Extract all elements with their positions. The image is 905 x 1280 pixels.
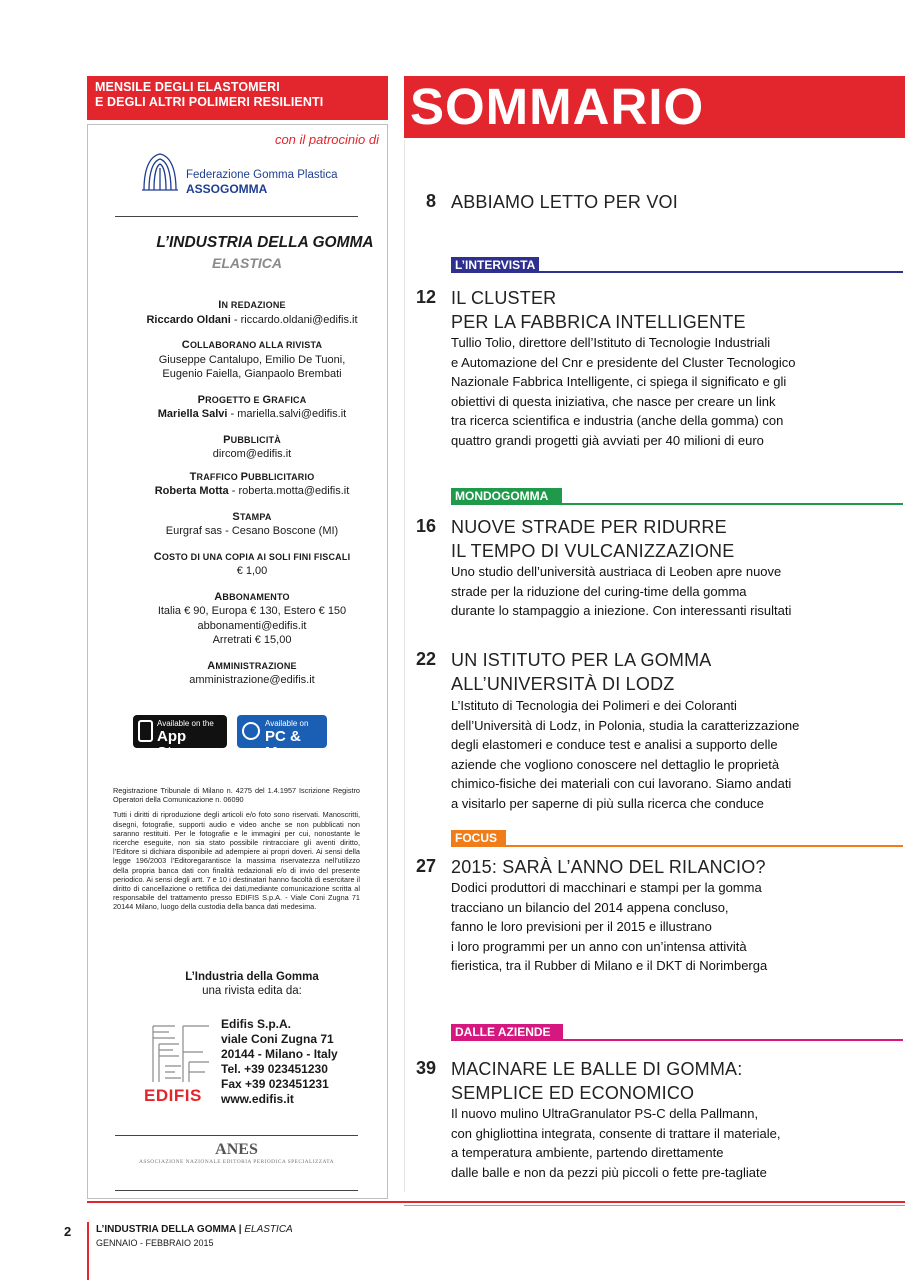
credit-pubblicita: PUBBLICITÀ dircom@edifis.it xyxy=(212,433,292,460)
divider xyxy=(115,1190,358,1191)
section-label-focus: FOCUS xyxy=(451,830,506,846)
article-title-line-2[interactable]: PER LA FABBRICA INTELLIGENTE xyxy=(451,312,746,332)
credit-amministrazione: AMMINISTRAZIONE amministrazione@edifis.it xyxy=(189,659,315,686)
credits xyxy=(87,298,417,699)
article-summary: Tullio Tolio, direttore dell’Istituto di Tecnologie Industriali e Automazione del Cnr e presidente del Cluster Tecnologico Nazionale Fabbrica Intelligente, ci spiega il significato e gli obiettivi di questa iniziativa, che nasce per creare un link tra ricerca scientifica e industria (anche della gomma) con quattro grandi progetti già avviati per 40 milioni di euro xyxy=(451,335,796,448)
article-title-line-2[interactable]: IL TEMPO DI VULCANIZZAZIONE xyxy=(451,541,735,561)
assogomma-logo-icon xyxy=(140,150,180,192)
credit-costo: COSTO DI UNA COPIA AI SOLI FINI FISCALI € 1,00 xyxy=(153,550,351,577)
footer-issue: GENNAIO - FEBBRAIO 2015 xyxy=(96,1238,214,1248)
article-summary: Dodici produttori di macchinari e stampi per la gomma tracciano un bilancio del 2014 appena concluso, fanno le loro previsioni per il 2015 e illustrano i loro programmi per un anno con un’intensa attività fieristica, tra il Rubber di Milano e il DKT di Norimberga xyxy=(451,880,768,974)
section-label-aziende: DALLE AZIENDE xyxy=(451,1024,563,1040)
footer-rule xyxy=(87,1201,905,1203)
footer-rule-secondary xyxy=(404,1205,905,1206)
article-page-number: 12 xyxy=(415,287,436,307)
article-summary: L’Istituto di Tecnologia dei Polimeri e dei Coloranti dell’Università di Lodz, in Polonia, studia la caratterizzazione degli elastomeri e conduce test e analisi a supporto delle aziende che vogliono conoscere nel dettaglio le proprietà chimico-fisiche dei materiali con cui lavorano. Siamo andati a visitarlo per saperne di più sulla ricerca che conduce xyxy=(451,698,800,811)
phone-icon xyxy=(138,720,153,742)
credit-collaboratori: COLLABORANO ALLA RIVISTA Giuseppe Cantalupo, Emilio De Tuoni, Eugenio Faiella, Gianpaolo Brembati xyxy=(158,339,346,380)
patronage-label: con il patrocinio di xyxy=(274,132,379,147)
page-number: 2 xyxy=(64,1224,72,1239)
article-page-number: 8 xyxy=(425,191,436,211)
masthead-line-1: MENSILE DEGLI ELASTOMERI xyxy=(95,80,280,94)
article-title[interactable]: UN ISTITUTO PER LA GOMMA xyxy=(451,650,712,670)
credit-abbonamento: ABBONAMENTO Italia € 90, Europa € 130, Estero € 150 abbonamenti@edifis.it Arretrati € 15,00 xyxy=(157,590,347,646)
monitor-icon xyxy=(242,722,260,740)
magazine-subtitle: ELASTICA xyxy=(212,255,282,271)
footer-magazine: L’INDUSTRIA DELLA GOMMA | ELASTICA xyxy=(96,1224,293,1235)
divider xyxy=(115,216,358,217)
section-rule-focus xyxy=(451,845,903,847)
section-label-intervista: L’INTERVISTA xyxy=(451,257,539,273)
article-page-number: 22 xyxy=(415,649,436,669)
edifis-wordmark: EDIFIS xyxy=(144,1086,202,1105)
divider xyxy=(115,1135,358,1136)
publisher-intro: L’Industria della Gomma una rivista edita da: xyxy=(185,971,319,997)
article-summary: Il nuovo mulino UltraGranulator PS-C della Pallmann, con ghigliottina integrata, consente di trattare il materiale, a temperatura ambiente, partendo direttamente dalle balle e non da pezzi più piccoli o fette pre-tagliate xyxy=(451,1106,781,1180)
copyright-text: Tutti i diritti di riproduzione degli articoli e/o foto sono riservati. Manoscritti, disegni, fotografie, supporti audio e video anche se non pubblicati non saranno restituiti. Per le fotografie e le immagini per cui, nonostante le ricerche eseguite, non sia stato possibile rintracciare gli aventi diritto, l’Editore si dichiara disponibile ad adempiere ai propri doveri. Ai sensi della legge 196/2003 l’Editoregarantisce la massima riservatezza nell’utilizzo della propria banca dati con finalità redazionali e/o di invio del presente periodico. Ai sensi degli artt. 7 e 10 i destinatari hanno facoltà di esercitare il diritto di cancellazione o rettifica dei dati,mediante comunicazione scritta al responsabile del trattamento presso EDIFIS S.p.A. - Viale Coni Zugna 71 20144 Milano, luogo della custodia della banca dati medesima. xyxy=(113,810,360,912)
article-title-line-2[interactable]: SEMPLICE ED ECONOMICO xyxy=(451,1083,695,1103)
patron-org-line-2: ASSOGOMMA xyxy=(186,182,268,196)
legal-notice xyxy=(113,786,360,918)
masthead xyxy=(87,76,388,120)
pc-mac-badge[interactable]: Available on PC & Mac xyxy=(237,715,327,748)
credit-redazione: IN REDAZIONE Riccardo Oldani - riccardo.oldani@edifis.it xyxy=(146,299,358,326)
article-title-line-2[interactable]: ALL’UNIVERSITÀ DI LODZ xyxy=(451,674,675,694)
patron-organization xyxy=(186,168,337,196)
article-summary: Uno studio dell’università austriaca di Leoben apre nuove strade per la riduzione del curing-time della gomma durante lo stampaggio a iniezione. Con interessanti risultati xyxy=(451,564,792,619)
article-title[interactable]: IL CLUSTER xyxy=(451,288,557,308)
article-title[interactable]: 2015: SARÀ L’ANNO DEL RILANCIO? xyxy=(451,857,766,877)
section-label-mondogomma: MONDOGOMMA xyxy=(451,488,562,504)
article-page-number: 39 xyxy=(415,1058,436,1078)
app-store-badge[interactable]: Available on the App Store xyxy=(133,715,227,748)
publisher-website-link[interactable]: www.edifis.it xyxy=(221,1092,294,1106)
publisher-contacts: Edifis S.p.A. viale Coni Zugna 71 20144 - Milano - Italy Tel. +39 023451230 Fax +39 023451231 www.edifis.it xyxy=(221,1017,338,1106)
article-title[interactable]: ABBIAMO LETTO PER VOI xyxy=(451,192,678,212)
article-page-number: 16 xyxy=(415,516,436,536)
article-title[interactable]: MACINARE LE BALLE DI GOMMA: xyxy=(451,1059,743,1079)
sommario-heading: SOMMARIO xyxy=(404,76,905,138)
magazine-title: L’INDUSTRIA DELLA GOMMA xyxy=(156,234,374,251)
credit-grafica: PROGETTO E GRAFICA Mariella Salvi - mariella.salvi@edifis.it xyxy=(157,393,347,420)
article-page-number: 27 xyxy=(415,856,436,876)
registration-text: Registrazione Tribunale di Milano n. 4275 del 1.4.1957 Iscrizione Registro Operatori della Comunicazione n. 06090 xyxy=(113,786,360,805)
patron-org-line-1: Federazione Gomma Plastica xyxy=(186,169,338,181)
credit-traffico: TRAFFICO PUBBLICITARIO Roberta Motta - roberta.motta@edifis.it xyxy=(154,470,350,497)
article-title[interactable]: NUOVE STRADE PER RIDURRE xyxy=(451,517,727,537)
footer-divider xyxy=(87,1222,89,1280)
edifis-logo-icon xyxy=(145,1022,217,1088)
anes-logo: ANES ASSOCIAZIONE NAZIONALE EDITORIA PERIODICA SPECIALIZZATA xyxy=(138,1141,334,1165)
credit-stampa: STAMPA Eurgraf sas - Cesano Boscone (MI) xyxy=(165,510,339,537)
masthead-line-2: E DEGLI ALTRI POLIMERI RESILIENTI xyxy=(95,95,324,109)
